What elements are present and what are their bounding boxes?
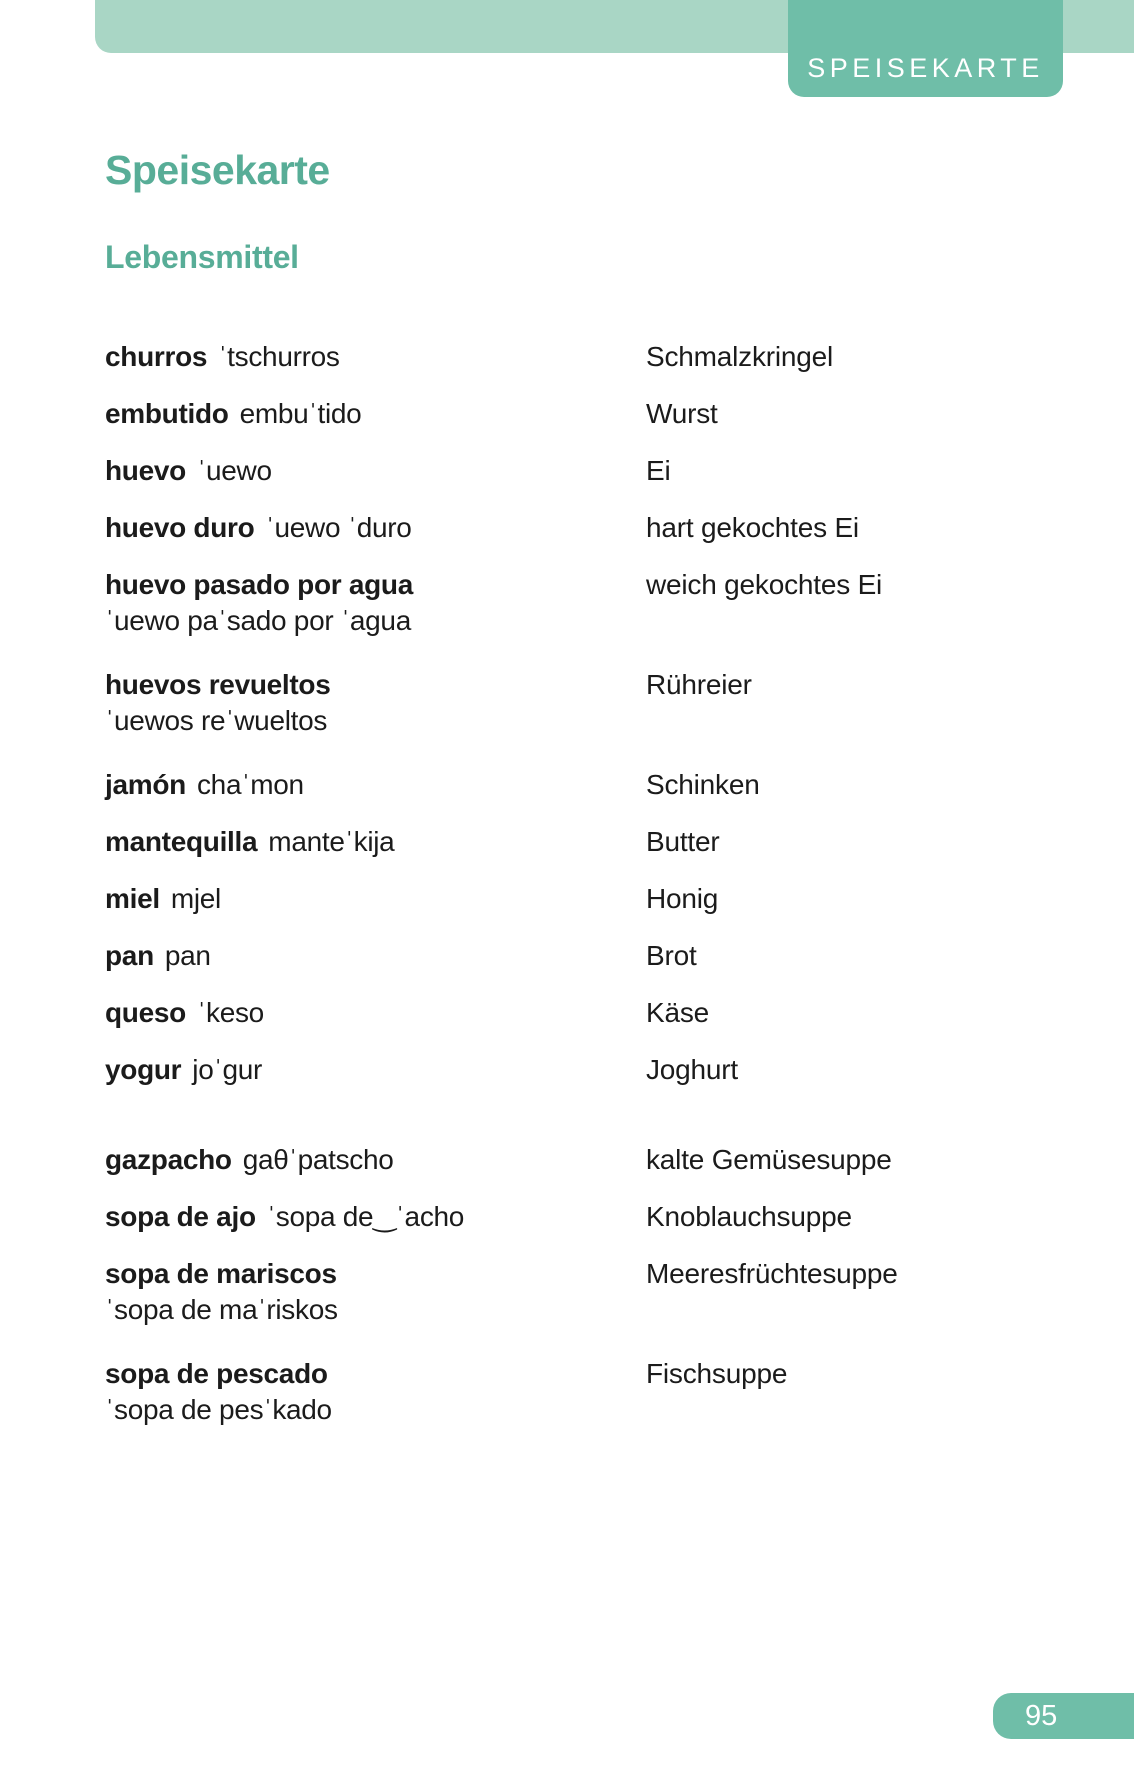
entry-phonetic: ˈsopa de‿ˈacho [266,1201,465,1232]
entry-translation: Brot [646,940,697,971]
entry-phonetic: ˈkeso [196,997,264,1028]
entry-phonetic: joˈgur [192,1054,263,1085]
entry-term: gazpacho [105,1144,232,1175]
page-number-badge [993,1693,1134,1739]
entry-term: mantequilla [105,826,258,857]
entry-translation: Meeresfrüchtesuppe [646,1258,898,1289]
entry-left-column [105,1257,646,1326]
dictionary-entry [105,668,1050,737]
entry-term: sopa de ajo [105,1201,256,1232]
entry-translation: Butter [646,826,720,857]
entry-phonetic: ˈuewos reˈwueltos [105,705,328,736]
entry-term: pan [105,940,154,971]
entry-left-column [105,996,646,1029]
entry-phonetic: manteˈkija [268,826,395,857]
entry-left-column [105,568,646,637]
entries-list [105,340,1050,1457]
entry-left-column [105,340,646,373]
section-heading: Lebensmittel [105,239,299,275]
entry-left-column [105,454,646,487]
entry-term: jamón [105,769,186,800]
dictionary-entry [105,996,1050,1029]
entry-translation: Joghurt [646,1054,738,1085]
entry-translation: Käse [646,997,710,1028]
dictionary-entry [105,939,1050,972]
entry-phonetic: ˈtschurros [218,341,340,372]
entry-phonetic: embuˈtido [239,398,362,429]
entry-translation: Schmalzkringel [646,341,834,372]
entry-left-column [105,825,646,858]
entry-translation: Fischsuppe [646,1358,788,1389]
entry-phonetic: ˈuewo ˈduro [265,512,412,543]
entry-phonetic: ˈsopa de pesˈkado [105,1394,332,1425]
dictionary-entry [105,511,1050,544]
entry-phonetic: mjel [170,883,221,914]
entry-translation: Honig [646,883,719,914]
entry-translation: Knoblauchsuppe [646,1201,852,1232]
chapter-tab [788,0,1063,97]
entry-left-column [105,939,646,972]
entry-left-column [105,668,646,737]
dictionary-entry [105,768,1050,801]
entry-translation: Schinken [646,769,760,800]
entry-term: huevo duro [105,512,255,543]
entry-left-column [105,1357,646,1426]
entry-term: miel [105,883,160,914]
entry-phonetic: ˈuewo [196,455,272,486]
entry-term: sopa de mariscos [105,1258,337,1289]
entry-translation: Wurst [646,398,718,429]
entry-phonetic: ˈsopa de maˈriskos [105,1294,338,1325]
dictionary-entry [105,1053,1050,1086]
dictionary-entry [105,882,1050,915]
entry-phonetic: chaˈmon [196,769,304,800]
dictionary-entry [105,397,1050,430]
page-number: 95 [1025,1699,1058,1732]
entry-left-column [105,511,646,544]
entry-phonetic: ˈuewo paˈsado por ˈagua [105,605,411,636]
entry-left-column [105,1143,646,1176]
entry-phonetic: pan [164,940,211,971]
entry-translation: Rühreier [646,669,752,700]
entry-translation: kalte Gemüsesuppe [646,1144,892,1175]
entry-translation: Ei [646,455,671,486]
entry-left-column [105,1200,646,1233]
entry-left-column [105,1053,646,1086]
dictionary-entry [105,1257,1050,1326]
entry-term: churros [105,341,208,372]
page-title: Speisekarte [105,147,330,193]
dictionary-entry [105,454,1050,487]
entry-term: huevo [105,455,186,486]
dictionary-entry [105,1200,1050,1233]
entry-left-column [105,397,646,430]
dictionary-entry [105,1357,1050,1426]
entry-term: huevos revueltos [105,669,331,700]
entry-term: yogur [105,1054,182,1085]
dictionary-entry [105,825,1050,858]
entry-translation: hart gekochtes Ei [646,512,859,543]
entry-phonetic: gaθˈpatscho [242,1144,394,1175]
dictionary-entry [105,568,1050,637]
dictionary-entry [105,340,1050,373]
entry-left-column [105,768,646,801]
entry-term: sopa de pescado [105,1358,328,1389]
entry-term: queso [105,997,186,1028]
entry-term: embutido [105,398,229,429]
dictionary-entry [105,1143,1050,1176]
entry-translation: weich gekochtes Ei [646,569,883,600]
chapter-tab-label: SPEISEKARTE [807,53,1044,83]
entry-left-column [105,882,646,915]
entry-term: huevo pasado por agua [105,569,413,600]
